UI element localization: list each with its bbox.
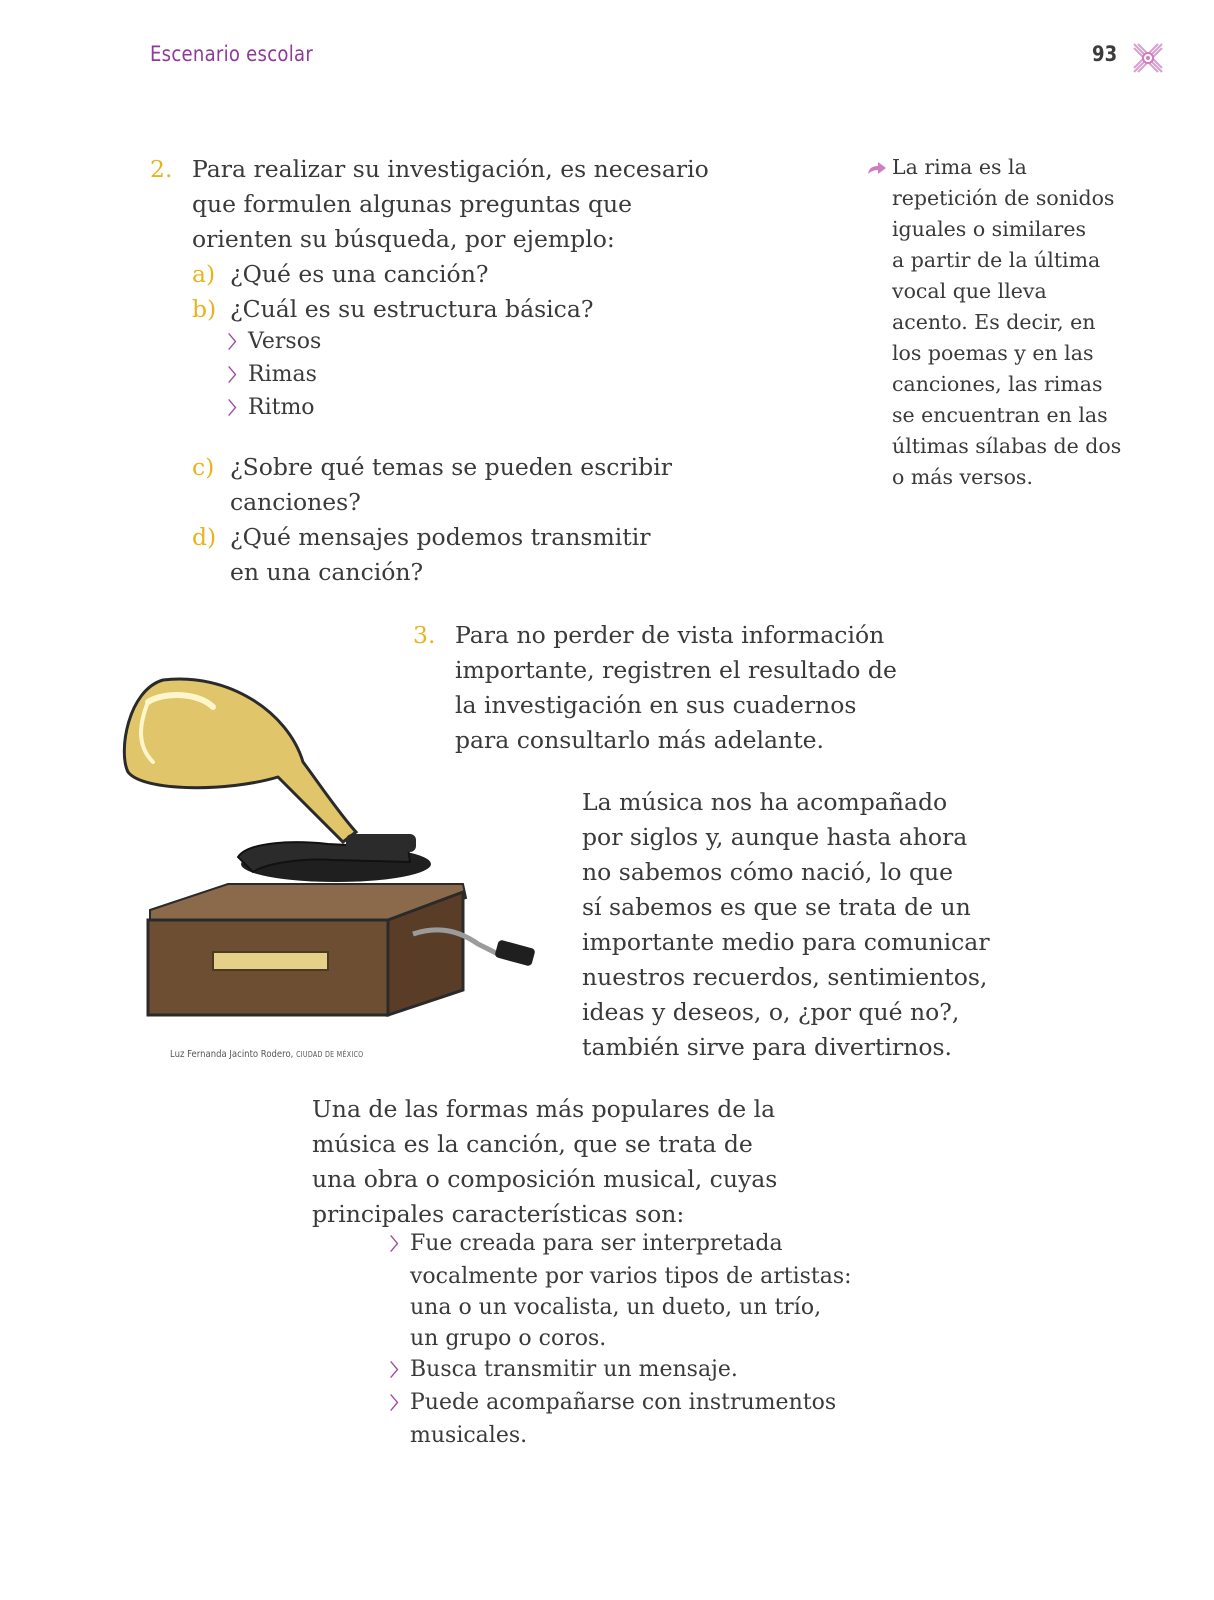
- paragraph-line: por siglos y, aunque hasta ahora: [582, 823, 968, 851]
- side-note-line: vocal que lleva: [892, 279, 1047, 303]
- paragraph-line: importante medio para comunicar: [582, 928, 990, 956]
- list-item-line: vocalmente por varios tipos de artistas:: [410, 1264, 852, 1289]
- side-note-line: últimas sílabas de dos: [892, 434, 1122, 458]
- illustration-credit: [170, 1049, 363, 1060]
- chevron-right-icon: 〉: [390, 1361, 407, 1381]
- list-item-line: Busca transmitir un mensaje.: [410, 1357, 738, 1382]
- side-note-line: a partir de la última: [892, 248, 1101, 272]
- question-c-line: canciones?: [230, 488, 361, 516]
- paragraph-line: música es la canción, que se trata de: [312, 1130, 753, 1158]
- paragraph-line: una obra o composición musical, cuyas: [312, 1165, 778, 1193]
- list-item-text: Rimas: [248, 362, 317, 387]
- paragraph-line: Una de las formas más populares de la: [312, 1095, 776, 1123]
- paragraph-line: principales características son:: [312, 1200, 685, 1228]
- section-title: Escenario escolar: [150, 42, 314, 66]
- list-item-line: Puede acompañarse con instrumentos: [410, 1390, 837, 1415]
- chevron-right-icon: 〉: [228, 399, 245, 419]
- question-c-line: ¿Sobre qué temas se pueden escribir: [230, 453, 672, 481]
- gramophone-illustration: [118, 672, 548, 1034]
- side-note-line: acento. Es decir, en: [892, 310, 1096, 334]
- credit-city: CIUDAD DE MÉXICO: [296, 1050, 364, 1059]
- list-item: [390, 1387, 852, 1451]
- side-note-line: iguales o similares: [892, 217, 1086, 241]
- song-features-list: [390, 1228, 852, 1451]
- question-d-letter: d): [192, 523, 217, 551]
- paragraph-line: La música nos ha acompañado: [582, 788, 948, 816]
- woven-star-icon: [1130, 40, 1166, 76]
- rhyme-side-note: [866, 152, 1186, 493]
- list-item: [390, 1228, 852, 1354]
- question-d: [192, 520, 650, 590]
- paragraph-line: sí sabemos es que se trata de un: [582, 893, 971, 921]
- side-note-line: La rima es la: [892, 155, 1027, 179]
- activity-2-intro-line: que formulen algunas preguntas que: [192, 190, 633, 218]
- side-note-line: se encuentran en las: [892, 403, 1108, 427]
- side-note-line: repetición de sonidos: [892, 186, 1115, 210]
- chevron-right-icon: 〉: [228, 366, 245, 386]
- structure-list: [228, 326, 321, 425]
- side-note-line: o más versos.: [892, 465, 1033, 489]
- paragraph-line: nuestros recuerdos, sentimientos,: [582, 963, 988, 991]
- list-item-line: una o un vocalista, un dueto, un trío,: [410, 1295, 822, 1320]
- activity-3-line: la investigación en sus cuadernos: [455, 691, 857, 719]
- list-item-line: musicales.: [410, 1423, 528, 1448]
- question-a-text: ¿Qué es una canción?: [230, 260, 489, 288]
- list-item: [228, 359, 321, 392]
- activity-3-number: 3.: [413, 621, 436, 649]
- question-b-letter: b): [192, 295, 217, 323]
- activity-3-line: Para no perder de vista información: [455, 621, 885, 649]
- question-b-text: ¿Cuál es su estructura básica?: [230, 295, 594, 323]
- activity-3-line: importante, registren el resultado de: [455, 656, 897, 684]
- credit-name: Luz Fernanda Jacinto Rodero,: [170, 1049, 294, 1060]
- paragraph-line: no sabemos cómo nació, lo que: [582, 858, 954, 886]
- page-number: 93: [1092, 42, 1118, 66]
- list-item-text: Versos: [248, 329, 322, 354]
- chevron-right-icon: 〉: [390, 1394, 407, 1414]
- list-item-line: un grupo o coros.: [410, 1326, 607, 1351]
- paragraph-line: también sirve para divertirnos.: [582, 1033, 953, 1061]
- activity-3-line: para consultarlo más adelante.: [455, 726, 825, 754]
- question-a-letter: a): [192, 260, 216, 288]
- question-c-letter: c): [192, 453, 215, 481]
- list-item: [228, 392, 321, 425]
- activity-2-intro: [192, 152, 709, 257]
- list-item: [228, 326, 321, 359]
- activity-2-number: 2.: [150, 155, 173, 183]
- question-d-line: ¿Qué mensajes podemos transmitir: [230, 523, 651, 551]
- chevron-right-icon: 〉: [390, 1235, 407, 1255]
- chevron-right-icon: 〉: [228, 333, 245, 353]
- question-c: [192, 450, 672, 520]
- music-paragraph: [582, 785, 990, 1065]
- list-item: [390, 1354, 852, 1387]
- list-item-text: Ritmo: [248, 395, 315, 420]
- question-b: [192, 292, 593, 327]
- side-note-line: canciones, las rimas: [892, 372, 1103, 396]
- list-item-line: Fue creada para ser interpretada: [410, 1231, 783, 1256]
- side-note-line: los poemas y en las: [892, 341, 1094, 365]
- activity-2-intro-line: Para realizar su investigación, es necesario: [192, 155, 709, 183]
- paragraph-line: ideas y deseos, o, ¿por qué no?,: [582, 998, 960, 1026]
- song-paragraph: [312, 1092, 777, 1232]
- activity-2-intro-line: orienten su búsqueda, por ejemplo:: [192, 225, 615, 253]
- question-d-line: en una canción?: [230, 558, 424, 586]
- question-a: [192, 257, 488, 292]
